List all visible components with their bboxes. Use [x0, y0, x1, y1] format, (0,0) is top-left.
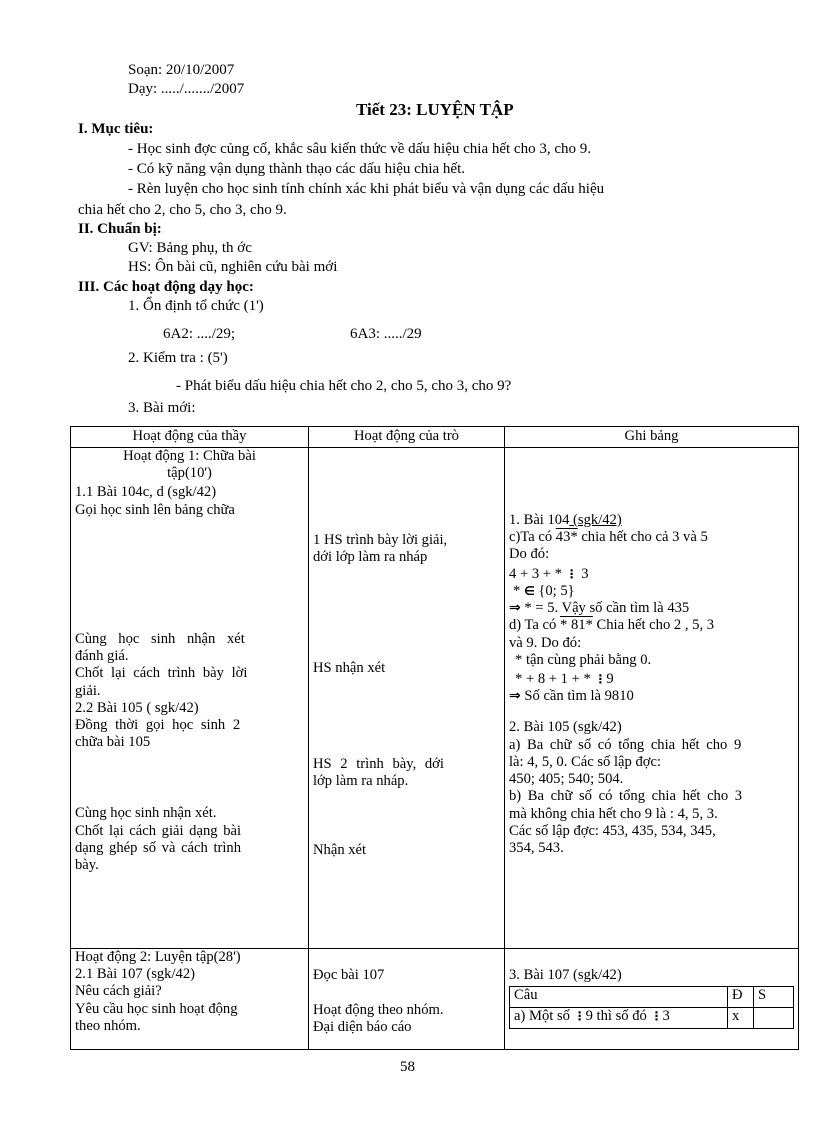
equation-set	[509, 583, 794, 600]
number-43x: 43*	[555, 529, 578, 546]
board-cell-activity-1	[505, 448, 799, 949]
result-435-line	[509, 600, 794, 617]
teacher-conclude-2: Chốt lại cách giải dạng bài	[75, 822, 242, 839]
lesson-title	[356, 100, 514, 120]
teacher-review-1: Cùng học sinh nhận xét	[75, 630, 245, 647]
part-c-line	[509, 529, 794, 546]
part-b-line-4: 354, 543.	[509, 839, 564, 856]
teacher-conclude-2-cont: dạng ghép số và cách trình	[75, 839, 242, 856]
objective-line: - Học sinh đợc củng cố, khắc sâu kiến thức về dấu hiệu chia hết cho 3, cho 9.	[128, 141, 592, 157]
lesson-number: Tiết 23:	[356, 100, 412, 119]
part-a-line-1: a) Ba chữ số có tổng chia hết cho 9	[509, 736, 742, 753]
exercise-104-board-title	[509, 512, 794, 529]
teacher-review-1-cont: đánh giá.	[75, 648, 129, 665]
check-question: - Phát biểu dấu hiệu chia hết cho 2, cho 5, cho 3, cho 9?	[176, 378, 512, 394]
column-header-teacher: Hoạt động của thầy	[71, 427, 309, 448]
table-header-row	[71, 427, 799, 448]
exercise-104-number: 1. Bài 104	[509, 512, 570, 528]
header-true: Đ	[728, 987, 754, 1008]
section-preparation-heading: II. Chuẩn bị:	[78, 221, 162, 237]
statement-a-part-3: 3	[662, 1008, 670, 1025]
divides-icon: ⋮	[594, 671, 607, 686]
implies-icon: ⇒	[509, 600, 521, 617]
exercise-107-label: 2.1 Bài 107 (sgk/42)	[75, 966, 195, 983]
exercise-105-label: 2.2 Bài 105 ( sgk/42)	[75, 699, 199, 716]
equation-set-var: *	[513, 582, 524, 599]
result-435: * = 5. Vậy số cần tìm là 435	[520, 600, 690, 617]
statement-a	[510, 1008, 728, 1029]
equation-sum-3-right: 3	[577, 565, 589, 582]
student-read: Đọc bài 107	[313, 967, 385, 983]
equation-set-values: {0; 5}	[534, 582, 575, 599]
board-cell-activity-2	[505, 949, 799, 1050]
student-preparation: HS: Ôn bài cũ, nghiên cứu bài mới	[128, 259, 338, 275]
equation-sum-9-left: * + 8 + 1 + *	[515, 670, 595, 687]
student-present-1-cont: dới lớp làm ra nháp	[313, 549, 428, 566]
student-group-work: Hoạt động theo nhóm.	[313, 1002, 444, 1019]
part-c-lead: c)Ta có	[509, 529, 556, 546]
true-false-table	[509, 986, 794, 1029]
teacher-conclude-2-end: bày.	[75, 857, 99, 874]
mark-false	[754, 1008, 794, 1029]
teacher-review-2: Cùng học sinh nhận xét.	[75, 805, 217, 822]
mark-true: x	[728, 1008, 754, 1029]
teacher-group-work-cont: theo nhóm.	[75, 1017, 141, 1034]
header-false: S	[754, 987, 794, 1008]
student-review-1: HS nhận xét	[313, 660, 386, 677]
exercise-104-label: 1.1 Bài 104c, d (sgk/42)	[75, 484, 217, 501]
class-attendance-b: 6A3: ...../29	[350, 326, 422, 342]
divides-icon: ⋮	[565, 566, 578, 581]
student-present-2: HS 2 trình bày, dới	[313, 755, 444, 772]
result-9810-line	[509, 688, 794, 705]
number-x81x: * 81*	[560, 617, 593, 634]
student-cell-activity-2	[309, 949, 505, 1050]
equation-sum-3-left: 4 + 3 + *	[509, 565, 566, 582]
statement-a-part-2: 9 thì số đó	[585, 1008, 651, 1025]
teacher-call-student: Gọi học sinh lên bảng chữa	[75, 501, 235, 518]
page-number: 58	[400, 1059, 415, 1075]
section-objectives-heading: I. Mục tiêu:	[78, 121, 154, 137]
element-of-icon: ∈	[523, 583, 535, 598]
part-b-line-2: mà không chia hết cho 9 là : 4, 5, 3.	[509, 805, 718, 822]
part-d-lead: d) Ta có	[509, 617, 560, 634]
part-a-line-2: là: 4, 5, 0. Các số lập đợc:	[509, 753, 662, 770]
part-d-cont: và 9. Do đó:	[509, 634, 582, 651]
part-c-text: chia hết cho cả 3 và 5	[577, 529, 708, 546]
true-false-header-row	[510, 987, 794, 1008]
new-lesson-item: 3. Bài mới:	[128, 400, 196, 416]
table-row-activity-2	[71, 949, 799, 1050]
last-digit-zero: * tận cùng phải bằng 0.	[515, 651, 652, 668]
result-9810: Số cần tìm là 9810	[520, 688, 634, 705]
class-attendance-a: 6A2: ..../29;	[163, 326, 236, 342]
lesson-name: LUYỆN TẬP	[416, 100, 514, 119]
student-cell-activity-1	[309, 448, 505, 949]
organization-item: 1. Ổn định tổ chức (1')	[128, 298, 264, 314]
exercise-104-source: (sgk/42)	[569, 512, 622, 528]
student-review-2: Nhận xét	[313, 842, 367, 859]
true-false-row	[510, 1008, 794, 1029]
teacher-group-work: Yêu cầu học sinh hoạt động	[75, 1000, 238, 1017]
exercise-105-board-title: 2. Bài 105 (sgk/42)	[509, 719, 622, 736]
therefore-label: Do đó:	[509, 546, 550, 563]
teacher-ask: Nêu cách giải?	[75, 983, 162, 1000]
teacher-conclude-1-cont: giải.	[75, 682, 101, 699]
column-header-student: Hoạt động của trò	[309, 427, 505, 448]
equation-sum-9-right: 9	[606, 670, 614, 687]
part-d-line	[509, 617, 794, 634]
part-b-line-1: b) Ba chữ số có tổng chia hết cho 3	[509, 788, 743, 805]
student-present-1: 1 HS trình bày lời giải,	[313, 532, 448, 548]
column-header-board: Ghi bảng	[505, 427, 799, 448]
objective-line: - Rèn luyện cho học sinh tính chính xác khi phát biểu và vận dụng các dấu hiệu	[128, 181, 605, 197]
equation-sum-9	[509, 671, 794, 688]
statement-a-part-1: a) Một số	[514, 1008, 574, 1025]
objective-line: chia hết cho 2, cho 5, cho 3, cho 9.	[78, 202, 287, 218]
activity-1-title: Hoạt động 1: Chữa bài	[123, 448, 256, 464]
part-b-line-3: Các số lập đợc: 453, 435, 534, 345,	[509, 822, 716, 839]
divides-icon: ⋮	[573, 1009, 586, 1024]
table-row-activity-1	[71, 448, 799, 949]
section-activities-heading: III. Các hoạt động dạy học:	[78, 279, 254, 295]
check-item: 2. Kiểm tra : (5')	[128, 350, 228, 366]
teacher-preparation: GV: Bảng phụ, th ớc	[128, 240, 252, 256]
part-d-text: Chia hết cho 2 , 5, 3	[592, 617, 715, 634]
implies-icon: ⇒	[509, 688, 521, 705]
exercise-107-board-title: 3. Bài 107 (sgk/42)	[509, 967, 622, 983]
teacher-cell-activity-2	[71, 949, 309, 1050]
student-group-report: Đại diện báo cáo	[313, 1019, 412, 1036]
divides-icon: ⋮	[650, 1009, 663, 1024]
part-a-line-3: 450; 405; 540; 504.	[509, 771, 624, 788]
activity-1-title-cont: tập(10')	[167, 465, 212, 482]
teacher-call-2-cont: chữa bài 105	[75, 734, 151, 751]
header-statement: Câu	[510, 987, 728, 1008]
equation-sum-3	[509, 566, 794, 583]
objective-line: - Có kỹ năng vận dụng thành thạo các dấu hiệu chia hết.	[128, 161, 465, 177]
date-taught: Dạy: ...../......./2007	[128, 81, 245, 97]
student-present-2-cont: lớp làm ra nháp.	[313, 772, 409, 789]
activity-2-title: Hoạt động 2: Luyện tập(28')	[75, 949, 241, 965]
teacher-call-2: Đồng thời gọi học sinh 2	[75, 716, 241, 733]
teacher-conclude-1: Chốt lại cách trình bày lời	[75, 665, 248, 682]
date-prepared: Soạn: 20/10/2007	[128, 62, 235, 78]
lesson-table	[70, 426, 799, 1050]
teacher-cell-activity-1	[71, 448, 309, 949]
